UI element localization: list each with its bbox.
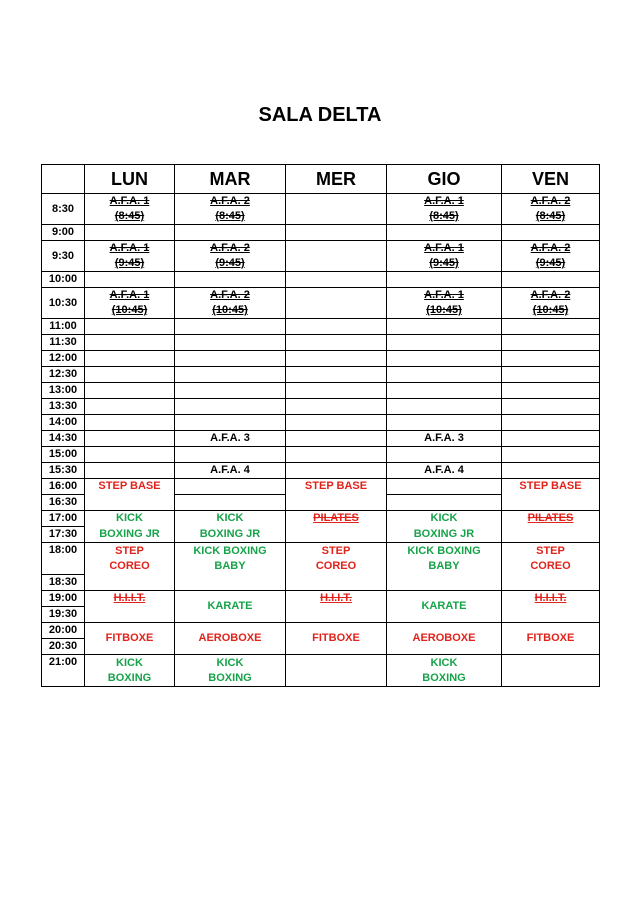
time-label: 19:00 [42, 591, 85, 607]
empty-cell [286, 194, 387, 225]
class-cell: PILATES [502, 511, 600, 527]
time-row [42, 431, 600, 447]
class-cell: PILATES [286, 511, 387, 527]
time-label: 9:30 [42, 241, 85, 272]
class-cell: KARATE [387, 591, 502, 623]
time-label: 12:00 [42, 351, 85, 367]
time-row [42, 319, 600, 335]
time-label: 17:00 [42, 511, 85, 527]
class-cell: A.F.A. 2 (10:45) [175, 288, 286, 319]
time-label: 14:30 [42, 431, 85, 447]
class-cell: KARATE [175, 591, 286, 623]
class-cell: A.F.A. 2 (8:45) [175, 194, 286, 225]
header-row [42, 165, 600, 194]
class-cell: STEP BASE [502, 479, 600, 495]
time-row [42, 447, 600, 463]
time-row [42, 367, 600, 383]
time-label: 11:00 [42, 319, 85, 335]
time-label: 8:30 [42, 194, 85, 225]
class-cell: A.F.A. 2 (8:45) [502, 194, 600, 225]
class-cell: H.I.I.T. [286, 591, 387, 607]
day-header: MER [286, 165, 387, 194]
time-row [42, 495, 600, 511]
class-cell: A.F.A. 1 (10:45) [85, 288, 175, 319]
time-label: 19:30 [42, 607, 85, 623]
time-label: 14:00 [42, 415, 85, 431]
class-cell: FITBOXE [85, 623, 175, 655]
class-cell: KICK [175, 511, 286, 527]
time-label: 10:30 [42, 288, 85, 319]
time-label: 17:30 [42, 527, 85, 543]
time-row [42, 527, 600, 543]
class-cell: STEP COREO [85, 543, 175, 575]
class-cell: KICK BOXING [387, 655, 502, 687]
time-row [42, 511, 600, 527]
corner-cell [42, 165, 85, 194]
class-cell: KICK BOXING [175, 655, 286, 687]
time-row [42, 351, 600, 367]
page-title: SALA DELTA [258, 104, 382, 126]
time-label: 13:00 [42, 383, 85, 399]
time-row [42, 575, 600, 591]
class-cell: KICK BOXING [85, 655, 175, 687]
time-row [42, 543, 600, 575]
time-row [42, 335, 600, 351]
class-cell: AEROBOXE [387, 623, 502, 655]
class-cell: A.F.A. 3 [175, 431, 286, 447]
time-row [42, 463, 600, 479]
class-cell: H.I.I.T. [502, 591, 600, 607]
class-cell: A.F.A. 1 (10:45) [387, 288, 502, 319]
day-header: GIO [387, 165, 502, 194]
class-cell: A.F.A. 4 [175, 463, 286, 479]
class-cell: KICK BOXING BABY [387, 543, 502, 575]
class-cell: BOXING JR [85, 527, 175, 543]
time-label: 16:00 [42, 479, 85, 495]
schedule-table [41, 164, 600, 687]
class-cell: A.F.A. 1 (9:45) [85, 241, 175, 272]
class-cell: A.F.A. 2 (9:45) [175, 241, 286, 272]
class-cell: KICK [387, 511, 502, 527]
time-row [42, 383, 600, 399]
time-row [42, 241, 600, 272]
time-label: 10:00 [42, 272, 85, 288]
time-row [42, 415, 600, 431]
time-row [42, 272, 600, 288]
time-label: 21:00 [42, 655, 85, 687]
day-header: LUN [85, 165, 175, 194]
time-row [42, 225, 600, 241]
time-label: 9:00 [42, 225, 85, 241]
time-row [42, 288, 600, 319]
time-label: 18:30 [42, 575, 85, 591]
class-cell: BOXING JR [175, 527, 286, 543]
time-row [42, 479, 600, 495]
class-cell: A.F.A. 3 [387, 431, 502, 447]
class-cell: A.F.A. 1 (9:45) [387, 241, 502, 272]
time-row [42, 194, 600, 225]
class-cell: STEP COREO [286, 543, 387, 575]
time-label: 18:00 [42, 543, 85, 575]
time-label: 15:30 [42, 463, 85, 479]
class-cell: FITBOXE [286, 623, 387, 655]
class-cell: STEP BASE [286, 479, 387, 495]
time-label: 13:30 [42, 399, 85, 415]
class-cell: H.I.I.T. [85, 591, 175, 607]
class-cell: AEROBOXE [175, 623, 286, 655]
time-label: 20:30 [42, 639, 85, 655]
class-cell: A.F.A. 1 (8:45) [85, 194, 175, 225]
time-label: 15:00 [42, 447, 85, 463]
time-row [42, 623, 600, 639]
time-row [42, 607, 600, 623]
class-cell: STEP COREO [502, 543, 600, 575]
time-label: 20:00 [42, 623, 85, 639]
time-row [42, 655, 600, 687]
class-cell: FITBOXE [502, 623, 600, 655]
time-row [42, 591, 600, 607]
class-cell: A.F.A. 1 (8:45) [387, 194, 502, 225]
class-cell: KICK [85, 511, 175, 527]
time-label: 12:30 [42, 367, 85, 383]
class-cell: KICK BOXING BABY [175, 543, 286, 575]
day-header: VEN [502, 165, 600, 194]
class-cell: A.F.A. 2 (9:45) [502, 241, 600, 272]
day-header: MAR [175, 165, 286, 194]
class-cell: A.F.A. 2 (10:45) [502, 288, 600, 319]
class-cell: STEP BASE [85, 479, 175, 495]
class-cell: A.F.A. 4 [387, 463, 502, 479]
time-row [42, 399, 600, 415]
class-cell: BOXING JR [387, 527, 502, 543]
time-label: 16:30 [42, 495, 85, 511]
time-label: 11:30 [42, 335, 85, 351]
